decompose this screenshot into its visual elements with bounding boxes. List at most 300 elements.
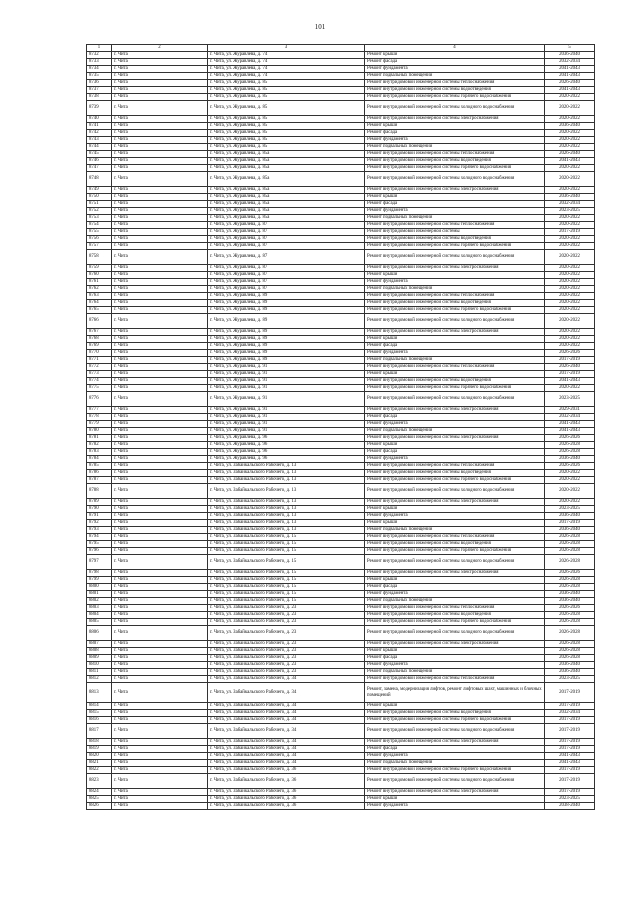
municipality: г. Чита xyxy=(112,739,208,746)
row-number: 8812 xyxy=(87,676,112,683)
address: г. Чита, ул. Забайкальского Рабочего, д. 13 xyxy=(208,527,365,534)
address: г. Чита, ул. Журавлева, д. 85 xyxy=(208,80,365,87)
row-number: 8735 xyxy=(87,73,112,80)
address: г. Чита, ул. Журавлева, д. 85а xyxy=(208,194,365,201)
table-row xyxy=(87,364,595,371)
address: г. Чита, ул. Журавлева, д. 89 xyxy=(208,293,365,300)
period: 2041-2043 xyxy=(545,158,595,165)
table-row xyxy=(87,803,595,810)
municipality: г. Чита xyxy=(112,534,208,541)
row-number: 8748 xyxy=(87,172,112,187)
table-row xyxy=(87,753,595,760)
work-type: Ремонт внутридомовой инженерной системы теплоснабжения xyxy=(365,605,545,612)
municipality: г. Чита xyxy=(112,449,208,456)
work-type: Ремонт подвальных помещений xyxy=(365,669,545,676)
period: 2036-2040 xyxy=(545,194,595,201)
period: 2036-2040 xyxy=(545,598,595,605)
work-type: Ремонт внутридомовой инженерной системы xyxy=(365,229,545,236)
work-type: Ремонт внутридомовой инженерной системы теплоснабжения xyxy=(365,222,545,229)
period: 2026-2028 xyxy=(545,442,595,449)
municipality: г. Чита xyxy=(112,612,208,619)
row-number: 8740 xyxy=(87,116,112,123)
table-row xyxy=(87,506,595,513)
municipality: г. Чита xyxy=(112,385,208,392)
row-number: 8802 xyxy=(87,598,112,605)
period: 2026-2028 xyxy=(545,534,595,541)
table-row xyxy=(87,73,595,80)
address: г. Чита, ул. Забайкальского Рабочего, д. 36 xyxy=(208,803,365,810)
municipality: г. Чита xyxy=(112,250,208,265)
period: 2020-2022 xyxy=(545,286,595,293)
work-type: Ремонт внутридомовой инженерной системы теплоснабжения xyxy=(365,676,545,683)
period: 2017-2019 xyxy=(545,789,595,796)
period: 2023-2025 xyxy=(545,676,595,683)
municipality: г. Чита xyxy=(112,265,208,272)
row-number: 8734 xyxy=(87,66,112,73)
address: г. Чита, ул. Забайкальского Рабочего, д. 13 xyxy=(208,513,365,520)
row-number: 8752 xyxy=(87,208,112,215)
row-number: 8803 xyxy=(87,605,112,612)
table-row xyxy=(87,527,595,534)
period: 2020-2022 xyxy=(545,243,595,250)
municipality: г. Чита xyxy=(112,286,208,293)
address: г. Чита, ул. Журавлева, д. 87 xyxy=(208,236,365,243)
table-row xyxy=(87,470,595,477)
period: 2020-2022 xyxy=(545,137,595,144)
work-type: Ремонт внутридомовой инженерной системы холодного водоснабжения xyxy=(365,172,545,187)
table-row xyxy=(87,385,595,392)
row-number: 8783 xyxy=(87,449,112,456)
period: 2020-2022 xyxy=(545,307,595,314)
work-type: Ремонт крыши xyxy=(365,272,545,279)
municipality: г. Чита xyxy=(112,59,208,66)
table-row xyxy=(87,513,595,520)
row-number: 8796 xyxy=(87,548,112,555)
table-row xyxy=(87,151,595,158)
work-type: Ремонт внутридомовой инженерной системы водоотведения xyxy=(365,612,545,619)
municipality: г. Чита xyxy=(112,724,208,739)
work-type: Ремонт внутридомовой инженерной системы электроснабжения xyxy=(365,435,545,442)
row-number: 8816 xyxy=(87,717,112,724)
table-row xyxy=(87,717,595,724)
table-row xyxy=(87,703,595,710)
period: 2041-2043 xyxy=(545,378,595,385)
period: 2020-2022 xyxy=(545,236,595,243)
capital-repair-table xyxy=(86,44,595,810)
municipality: г. Чита xyxy=(112,194,208,201)
table-row xyxy=(87,250,595,265)
address: г. Чита, ул. Журавлева, д. 91 xyxy=(208,392,365,407)
row-number: 8826 xyxy=(87,803,112,810)
table-row xyxy=(87,66,595,73)
period: 2026-2028 xyxy=(545,548,595,555)
municipality: г. Чита xyxy=(112,796,208,803)
period: 2036-2040 xyxy=(545,456,595,463)
work-type: Ремонт внутридомовой инженерной системы горячего водоснабжения xyxy=(365,717,545,724)
row-number: 8789 xyxy=(87,499,112,506)
municipality: г. Чита xyxy=(112,527,208,534)
municipality: г. Чита xyxy=(112,803,208,810)
row-number: 8791 xyxy=(87,513,112,520)
address: г. Чита, ул. Забайкальского Рабочего, д. 15 xyxy=(208,534,365,541)
table-row xyxy=(87,520,595,527)
table-row xyxy=(87,626,595,641)
period: 2026-2028 xyxy=(545,648,595,655)
period: 2026-2028 xyxy=(545,584,595,591)
work-type: Ремонт внутридомовой инженерной системы горячего водоснабжения xyxy=(365,477,545,484)
municipality: г. Чита xyxy=(112,703,208,710)
table-row xyxy=(87,165,595,172)
work-type: Ремонт крыши xyxy=(365,506,545,513)
work-type: Ремонт внутридомовой инженерной системы холодного водоснабжения xyxy=(365,484,545,499)
work-type: Ремонт фасада xyxy=(365,449,545,456)
period: 2041-2043 xyxy=(545,73,595,80)
period: 2020-2022 xyxy=(545,499,595,506)
row-number: 8774 xyxy=(87,378,112,385)
period: 2026-2028 xyxy=(545,577,595,584)
row-number: 8824 xyxy=(87,789,112,796)
period: 2026-2028 xyxy=(545,555,595,570)
table-row xyxy=(87,570,595,577)
address: г. Чита, ул. Забайкальского Рабочего, д. 13 xyxy=(208,470,365,477)
address: г. Чита, ул. Журавлева, д. 89 xyxy=(208,336,365,343)
period: 2017-2019 xyxy=(545,357,595,364)
row-number: 8747 xyxy=(87,165,112,172)
period: 2041-2043 xyxy=(545,66,595,73)
work-type: Ремонт внутридомовой инженерной системы горячего водоснабжения xyxy=(365,165,545,172)
work-type: Ремонт внутридомовой инженерной системы водоотведения xyxy=(365,541,545,548)
table-row xyxy=(87,236,595,243)
row-number: 8760 xyxy=(87,272,112,279)
address: г. Чита, ул. Забайкальского Рабочего, д. 23 xyxy=(208,612,365,619)
work-type: Ремонт фасада xyxy=(365,343,545,350)
table-row xyxy=(87,541,595,548)
address: г. Чита, ул. Забайкальского Рабочего, д. 15 xyxy=(208,584,365,591)
period: 2029-2031 xyxy=(545,407,595,414)
work-type: Ремонт внутридомовой инженерной системы теплоснабжения xyxy=(365,80,545,87)
row-number: 8785 xyxy=(87,463,112,470)
table-row xyxy=(87,201,595,208)
work-type: Ремонт внутридомовой инженерной системы горячего водоснабжения xyxy=(365,619,545,626)
table-row xyxy=(87,760,595,767)
period: 2020-2022 xyxy=(545,279,595,286)
row-number: 8782 xyxy=(87,442,112,449)
municipality: г. Чита xyxy=(112,619,208,626)
table-row xyxy=(87,187,595,194)
row-number: 8749 xyxy=(87,187,112,194)
row-number: 8822 xyxy=(87,767,112,774)
table-row xyxy=(87,767,595,774)
table-row xyxy=(87,796,595,803)
municipality: г. Чита xyxy=(112,456,208,463)
municipality: г. Чита xyxy=(112,343,208,350)
period: 2026-2040 xyxy=(545,80,595,87)
work-type: Ремонт внутридомовой инженерной системы водоотведения xyxy=(365,236,545,243)
row-number: 8797 xyxy=(87,555,112,570)
work-type: Ремонт крыши xyxy=(365,520,545,527)
municipality: г. Чита xyxy=(112,428,208,435)
period: 2017-2019 xyxy=(545,717,595,724)
municipality: г. Чита xyxy=(112,407,208,414)
table-row xyxy=(87,584,595,591)
work-type: Ремонт внутридомовой инженерной системы теплоснабжения xyxy=(365,293,545,300)
municipality: г. Чита xyxy=(112,73,208,80)
table-row xyxy=(87,676,595,683)
work-type: Ремонт фундамента xyxy=(365,137,545,144)
table-row xyxy=(87,101,595,116)
row-number: 8807 xyxy=(87,641,112,648)
period: 2026-2040 xyxy=(545,364,595,371)
row-number: 8818 xyxy=(87,739,112,746)
municipality: г. Чита xyxy=(112,577,208,584)
table-row xyxy=(87,534,595,541)
work-type: Ремонт внутридомовой инженерной системы электроснабжения xyxy=(365,570,545,577)
work-type: Ремонт внутридомовой инженерной системы электроснабжения xyxy=(365,116,545,123)
period: 2032-2034 xyxy=(545,710,595,717)
work-type: Ремонт фасада xyxy=(365,414,545,421)
address: г. Чита, ул. Забайкальского Рабочего, д. 34 xyxy=(208,676,365,683)
row-number: 8741 xyxy=(87,123,112,130)
work-type: Ремонт фундамента xyxy=(365,591,545,598)
work-type: Ремонт подвальных помещений xyxy=(365,760,545,767)
row-number: 8804 xyxy=(87,612,112,619)
table-row xyxy=(87,739,595,746)
municipality: г. Чита xyxy=(112,767,208,774)
work-type: Ремонт подвальных помещений xyxy=(365,527,545,534)
period: 2026-2028 xyxy=(545,641,595,648)
work-type: Ремонт внутридомовой инженерной системы теплоснабжения xyxy=(365,364,545,371)
address: г. Чита, ул. Журавлева, д. 85 xyxy=(208,130,365,137)
work-type: Ремонт подвальных помещений xyxy=(365,73,545,80)
address: г. Чита, ул. Журавлева, д. 85 xyxy=(208,137,365,144)
municipality: г. Чита xyxy=(112,378,208,385)
address: г. Чита, ул. Журавлева, д. 91 xyxy=(208,421,365,428)
municipality: г. Чита xyxy=(112,215,208,222)
table-row xyxy=(87,598,595,605)
work-type: Ремонт внутридомовой инженерной системы электроснабжения xyxy=(365,641,545,648)
table-row xyxy=(87,774,595,789)
page-number: 101 xyxy=(314,23,326,31)
table-row xyxy=(87,265,595,272)
period: 2036-2040 xyxy=(545,662,595,669)
work-type: Ремонт внутридомовой инженерной системы холодного водоснабжения xyxy=(365,392,545,407)
table-row xyxy=(87,710,595,717)
period: 2017-2019 xyxy=(545,683,595,703)
municipality: г. Чита xyxy=(112,655,208,662)
municipality: г. Чита xyxy=(112,87,208,94)
row-number: 8759 xyxy=(87,265,112,272)
table-row xyxy=(87,94,595,101)
work-type: Ремонт крыши xyxy=(365,336,545,343)
work-type: Ремонт крыши xyxy=(365,796,545,803)
municipality: г. Чита xyxy=(112,236,208,243)
table-row xyxy=(87,279,595,286)
row-number: 8766 xyxy=(87,314,112,329)
address: г. Чита, ул. Журавлева, д. 85 xyxy=(208,144,365,151)
address: г. Чита, ул. Забайкальского Рабочего, д. 13 xyxy=(208,463,365,470)
row-number: 8823 xyxy=(87,774,112,789)
table-row xyxy=(87,463,595,470)
work-type: Ремонт фасада xyxy=(365,746,545,753)
period: 2036-2040 xyxy=(545,123,595,130)
municipality: г. Чита xyxy=(112,570,208,577)
address: г. Чита, ул. Забайкальского Рабочего, д. 34 xyxy=(208,717,365,724)
period: 2020-2022 xyxy=(545,265,595,272)
table-row xyxy=(87,137,595,144)
work-type: Ремонт внутридомовой инженерной системы теплоснабжения xyxy=(365,463,545,470)
period: 2032-2034 xyxy=(545,201,595,208)
work-type: Ремонт внутридомовой инженерной системы холодного водоснабжения xyxy=(365,250,545,265)
address: г. Чита, ул. Журавлева, д. 87 xyxy=(208,222,365,229)
period: 2041-2043 xyxy=(545,428,595,435)
address: г. Чита, ул. Забайкальского Рабочего, д. 36 xyxy=(208,789,365,796)
row-number: 8744 xyxy=(87,144,112,151)
table-row xyxy=(87,371,595,378)
period: 2020-2022 xyxy=(545,172,595,187)
municipality: г. Чита xyxy=(112,357,208,364)
work-type: Ремонт фундамента xyxy=(365,421,545,428)
work-type: Ремонт подвальных помещений xyxy=(365,598,545,605)
period: 2020-2022 xyxy=(545,101,595,116)
table-row xyxy=(87,484,595,499)
work-type: Ремонт фундамента xyxy=(365,350,545,357)
municipality: г. Чита xyxy=(112,222,208,229)
work-type: Ремонт внутридомовой инженерной системы холодного водоснабжения xyxy=(365,724,545,739)
municipality: г. Чита xyxy=(112,208,208,215)
row-number: 8815 xyxy=(87,710,112,717)
municipality: г. Чита xyxy=(112,477,208,484)
address: г. Чита, ул. Забайкальского Рабочего, д. 15 xyxy=(208,591,365,598)
period: 2020-2022 xyxy=(545,144,595,151)
work-type: Ремонт внутридомовой инженерной системы холодного водоснабжения xyxy=(365,626,545,641)
period: 2020-2022 xyxy=(545,470,595,477)
table-row xyxy=(87,648,595,655)
period: 2026-2028 xyxy=(545,612,595,619)
address: г. Чита, ул. Забайкальского Рабочего, д. 23 xyxy=(208,662,365,669)
table-row xyxy=(87,477,595,484)
work-type: Ремонт внутридомовой инженерной системы водоотведения xyxy=(365,378,545,385)
period: 2017-2019 xyxy=(545,746,595,753)
table-row xyxy=(87,272,595,279)
municipality: г. Чита xyxy=(112,470,208,477)
period: 2026-2026 xyxy=(545,605,595,612)
table-row xyxy=(87,789,595,796)
period: 2020-2022 xyxy=(545,130,595,137)
municipality: г. Чита xyxy=(112,336,208,343)
municipality: г. Чита xyxy=(112,774,208,789)
row-number: 8793 xyxy=(87,527,112,534)
municipality: г. Чита xyxy=(112,364,208,371)
row-number: 8805 xyxy=(87,619,112,626)
row-number: 8750 xyxy=(87,194,112,201)
address: г. Чита, ул. Журавлева, д. 89 xyxy=(208,300,365,307)
row-number: 8763 xyxy=(87,293,112,300)
row-number: 8762 xyxy=(87,286,112,293)
table-row xyxy=(87,378,595,385)
period: 2036-2040 xyxy=(545,52,595,59)
table-row xyxy=(87,392,595,407)
table-row xyxy=(87,172,595,187)
row-number: 8820 xyxy=(87,753,112,760)
period: 2017-2019 xyxy=(545,774,595,789)
municipality: г. Чита xyxy=(112,307,208,314)
period: 2017-2019 xyxy=(545,371,595,378)
municipality: г. Чита xyxy=(112,499,208,506)
address: г. Чита, ул. Забайкальского Рабочего, д. 13 xyxy=(208,477,365,484)
period: 2020-2022 xyxy=(545,484,595,499)
municipality: г. Чита xyxy=(112,648,208,655)
table-row xyxy=(87,612,595,619)
row-number: 8758 xyxy=(87,250,112,265)
row-number: 8825 xyxy=(87,796,112,803)
period: 2023-2025 xyxy=(545,208,595,215)
table-header-row xyxy=(87,45,595,52)
address: г. Чита, ул. Журавлева, д. 74 xyxy=(208,73,365,80)
period: 2017-2019 xyxy=(545,229,595,236)
row-number: 8814 xyxy=(87,703,112,710)
row-number: 8779 xyxy=(87,421,112,428)
work-type: Ремонт внутридомовой инженерной системы электроснабжения xyxy=(365,187,545,194)
address: г. Чита, ул. Журавлева, д. 74 xyxy=(208,52,365,59)
row-number: 8817 xyxy=(87,724,112,739)
municipality: г. Чита xyxy=(112,435,208,442)
period: 2026-2028 xyxy=(545,655,595,662)
row-number: 8801 xyxy=(87,591,112,598)
address: г. Чита, ул. Забайкальского Рабочего, д. 34 xyxy=(208,739,365,746)
municipality: г. Чита xyxy=(112,101,208,116)
period: 2017-2019 xyxy=(545,767,595,774)
period: 2020-2022 xyxy=(545,336,595,343)
period: 2023-2025 xyxy=(545,796,595,803)
row-number: 8809 xyxy=(87,655,112,662)
address: г. Чита, ул. Забайкальского Рабочего, д. 23 xyxy=(208,648,365,655)
column-header: 2 xyxy=(112,45,208,52)
period: 2026-2040 xyxy=(545,151,595,158)
municipality: г. Чита xyxy=(112,760,208,767)
municipality: г. Чита xyxy=(112,66,208,73)
work-type: Ремонт фасада xyxy=(365,655,545,662)
work-type: Ремонт фундамента xyxy=(365,456,545,463)
period: 2017-2019 xyxy=(545,703,595,710)
address: г. Чита, ул. Журавлева, д. 89 xyxy=(208,314,365,329)
address: г. Чита, ул. Забайкальского Рабочего, д. 13 xyxy=(208,499,365,506)
municipality: г. Чита xyxy=(112,80,208,87)
municipality: г. Чита xyxy=(112,329,208,336)
work-type: Ремонт крыши xyxy=(365,123,545,130)
address: г. Чита, ул. Журавлева, д. 85а xyxy=(208,172,365,187)
table-row xyxy=(87,683,595,703)
address: г. Чита, ул. Забайкальского Рабочего, д. 23 xyxy=(208,641,365,648)
municipality: г. Чита xyxy=(112,484,208,499)
period: 2017-2019 xyxy=(545,520,595,527)
address: г. Чита, ул. Забайкальского Рабочего, д. 15 xyxy=(208,541,365,548)
table-row xyxy=(87,662,595,669)
table-row xyxy=(87,130,595,137)
municipality: г. Чита xyxy=(112,746,208,753)
address: г. Чита, ул. Журавлева, д. 96 xyxy=(208,449,365,456)
period: 2026-2026 xyxy=(545,435,595,442)
municipality: г. Чита xyxy=(112,300,208,307)
work-type: Ремонт крыши xyxy=(365,442,545,449)
address: г. Чита, ул. Журавлева, д. 85а xyxy=(208,208,365,215)
municipality: г. Чита xyxy=(112,520,208,527)
work-type: Ремонт подвальных помещений xyxy=(365,357,545,364)
row-number: 8733 xyxy=(87,59,112,66)
row-number: 8781 xyxy=(87,435,112,442)
municipality: г. Чита xyxy=(112,513,208,520)
address: г. Чита, ул. Журавлева, д. 87 xyxy=(208,272,365,279)
address: г. Чита, ул. Забайкальского Рабочего, д. 15 xyxy=(208,577,365,584)
